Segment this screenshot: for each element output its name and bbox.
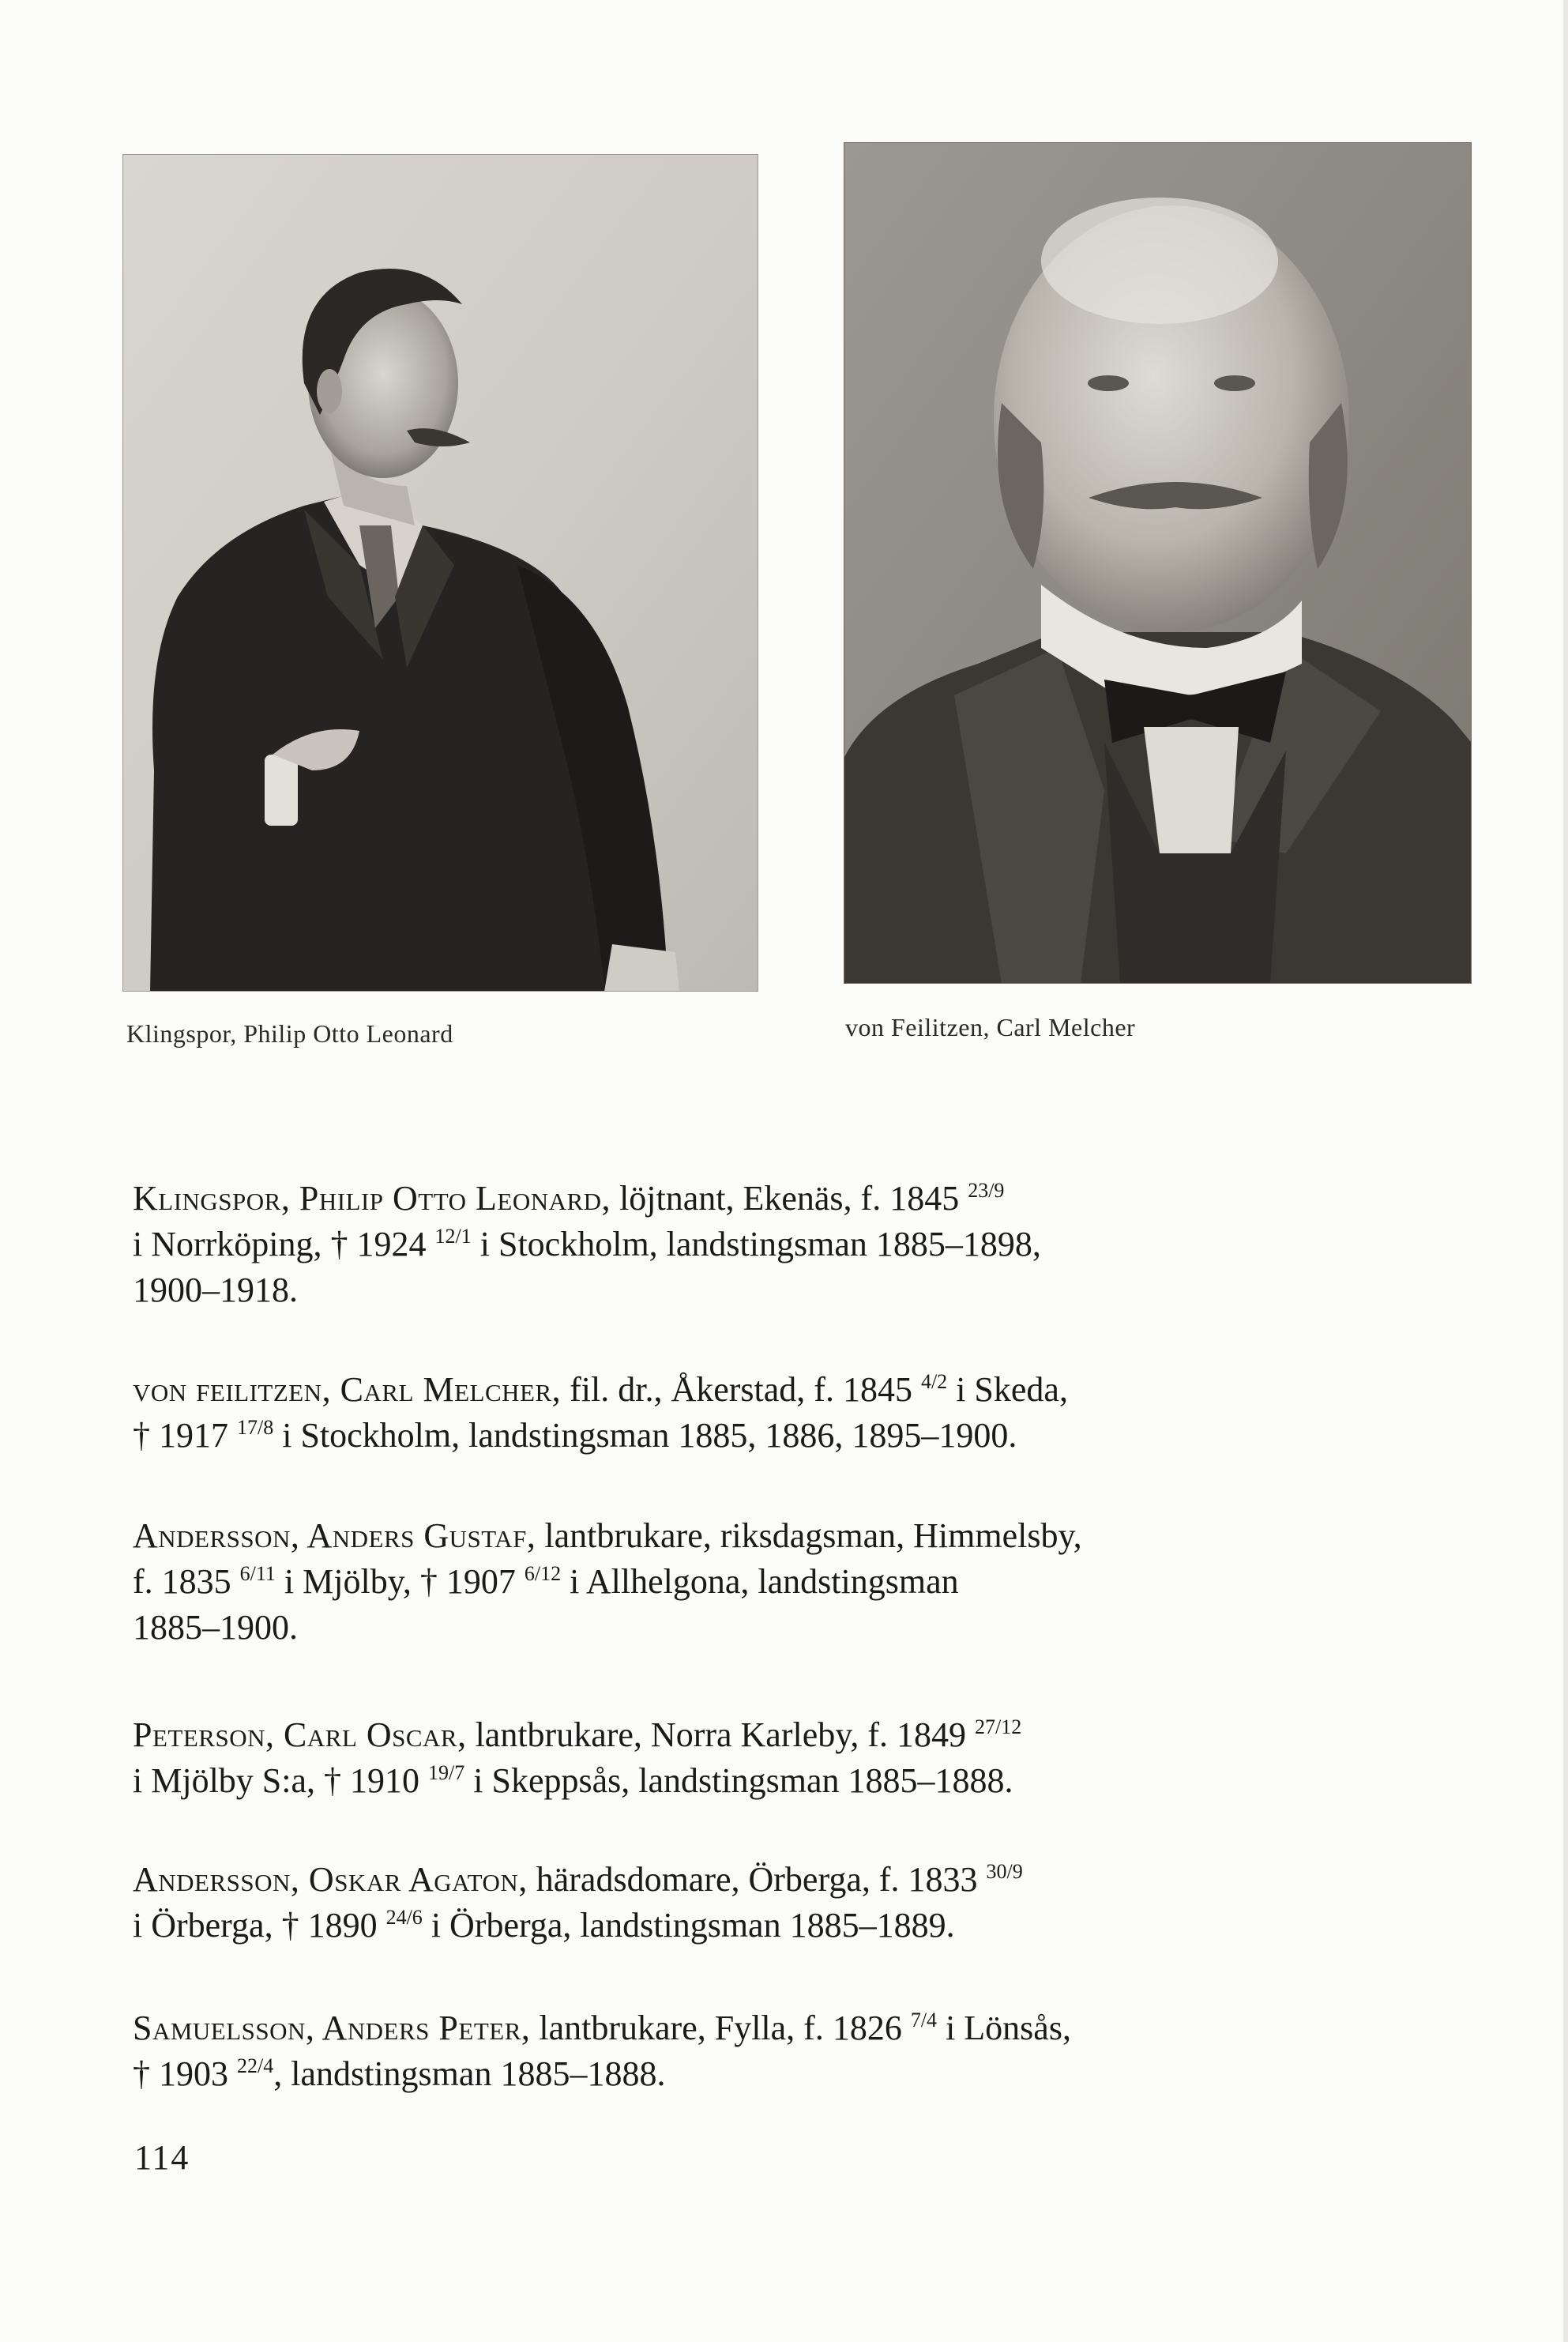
entry-text: i Skeppsås, landstingsman 1885–1888. [464,1761,1013,1800]
entry-text: † 1903 [133,2054,237,2093]
entry-text: i Mjölby, † 1907 [275,1562,525,1601]
photo-caption-right: von Feilitzen, Carl Melcher [845,1013,1136,1041]
entry-text: i Stockholm, landstingsman 1885, 1886, 1895–1900. [273,1416,1017,1455]
portrait-photo-klingspor [122,154,758,992]
entry-text: häradsdomare, Örberga, f. 1833 [527,1860,987,1899]
entry-text: 1885–1900. [133,1608,298,1647]
entry-text: fil. dr., Åkerstad, f. 1845 [561,1370,921,1409]
person-name: Peterson, Carl Oscar, [133,1715,467,1754]
entry-line [133,2051,1365,2097]
date-superscript: 27/12 [975,1715,1022,1738]
entry-line [133,1176,1365,1222]
entry-text: lantbrukare, Norra Karleby, f. 1849 [466,1715,976,1754]
biography-entry-andersson-anders [133,1513,1365,1651]
entry-line [133,1903,1365,1949]
person-name: Andersson, Oskar Agaton, [133,1860,528,1899]
biography-entry-klingspor [133,1176,1365,1313]
entry-text: lantbrukare, riksdagsman, Himmelsby, [536,1516,1082,1555]
date-superscript: 6/11 [239,1562,276,1585]
date-superscript: 23/9 [968,1179,1005,1202]
date-superscript: 4/2 [920,1370,948,1393]
photo-caption-left: Klingspor, Philip Otto Leonard [126,1019,453,1048]
entry-text: 1900–1918. [133,1271,298,1309]
entry-text: i Lönsås, [937,2009,1071,2047]
entry-text: i Örberga, † 1890 [133,1906,386,1945]
entry-text: , landstingsman 1885–1888. [273,2054,666,2093]
person-name: von feilitzen, Carl Melcher, [133,1370,562,1409]
biography-entry-samuelsson [133,2005,1365,2097]
date-superscript: 7/4 [910,2009,938,2031]
entry-text: i Norrköping, † 1924 [133,1225,435,1263]
entry-line [133,1758,1365,1804]
date-superscript: 24/6 [385,1906,423,1929]
entry-text: i Stockholm, landstingsman 1885–1898, [471,1225,1041,1263]
entry-text: † 1917 [133,1416,237,1455]
biography-entry-andersson-oskar [133,1857,1365,1949]
entry-line [133,1712,1365,1758]
entry-text: lantbrukare, Fylla, f. 1826 [530,2009,911,2047]
entry-line [133,1222,1365,1267]
portrait-photo-von-feilitzen [844,142,1472,984]
date-superscript: 19/7 [428,1761,465,1784]
page-edge [1563,0,1568,2342]
entry-text: i Allhelgona, landstingsman [561,1562,959,1601]
date-superscript: 6/12 [524,1562,562,1585]
person-name: Samuelsson, Anders Peter, [133,2009,531,2047]
page-number: 114 [134,2138,190,2177]
entry-line [133,1267,1365,1313]
person-name: Klingspor, Philip Otto Leonard, [133,1179,611,1218]
date-superscript: 30/9 [986,1860,1023,1883]
entry-text: i Örberga, landstingsman 1885–1889. [422,1906,955,1945]
entry-text: i Skeda, [947,1370,1068,1409]
entry-text: löjtnant, Ekenäs, f. 1845 [611,1179,968,1218]
entry-line [133,1367,1365,1413]
entry-text: i Mjölby S:a, † 1910 [133,1761,429,1800]
entry-text: f. 1835 [133,1562,240,1601]
entry-line [133,2005,1365,2051]
entry-line [133,1857,1365,1903]
date-superscript: 12/1 [434,1225,472,1248]
date-superscript: 22/4 [237,2054,274,2077]
person-name: Andersson, Anders Gustaf, [133,1516,536,1555]
entry-line [133,1513,1365,1559]
biography-entry-peterson [133,1712,1365,1804]
biography-entry-von-feilitzen [133,1367,1365,1459]
entry-line [133,1413,1365,1459]
date-superscript: 17/8 [237,1416,274,1439]
entry-line [133,1559,1365,1605]
entry-line [133,1605,1365,1651]
